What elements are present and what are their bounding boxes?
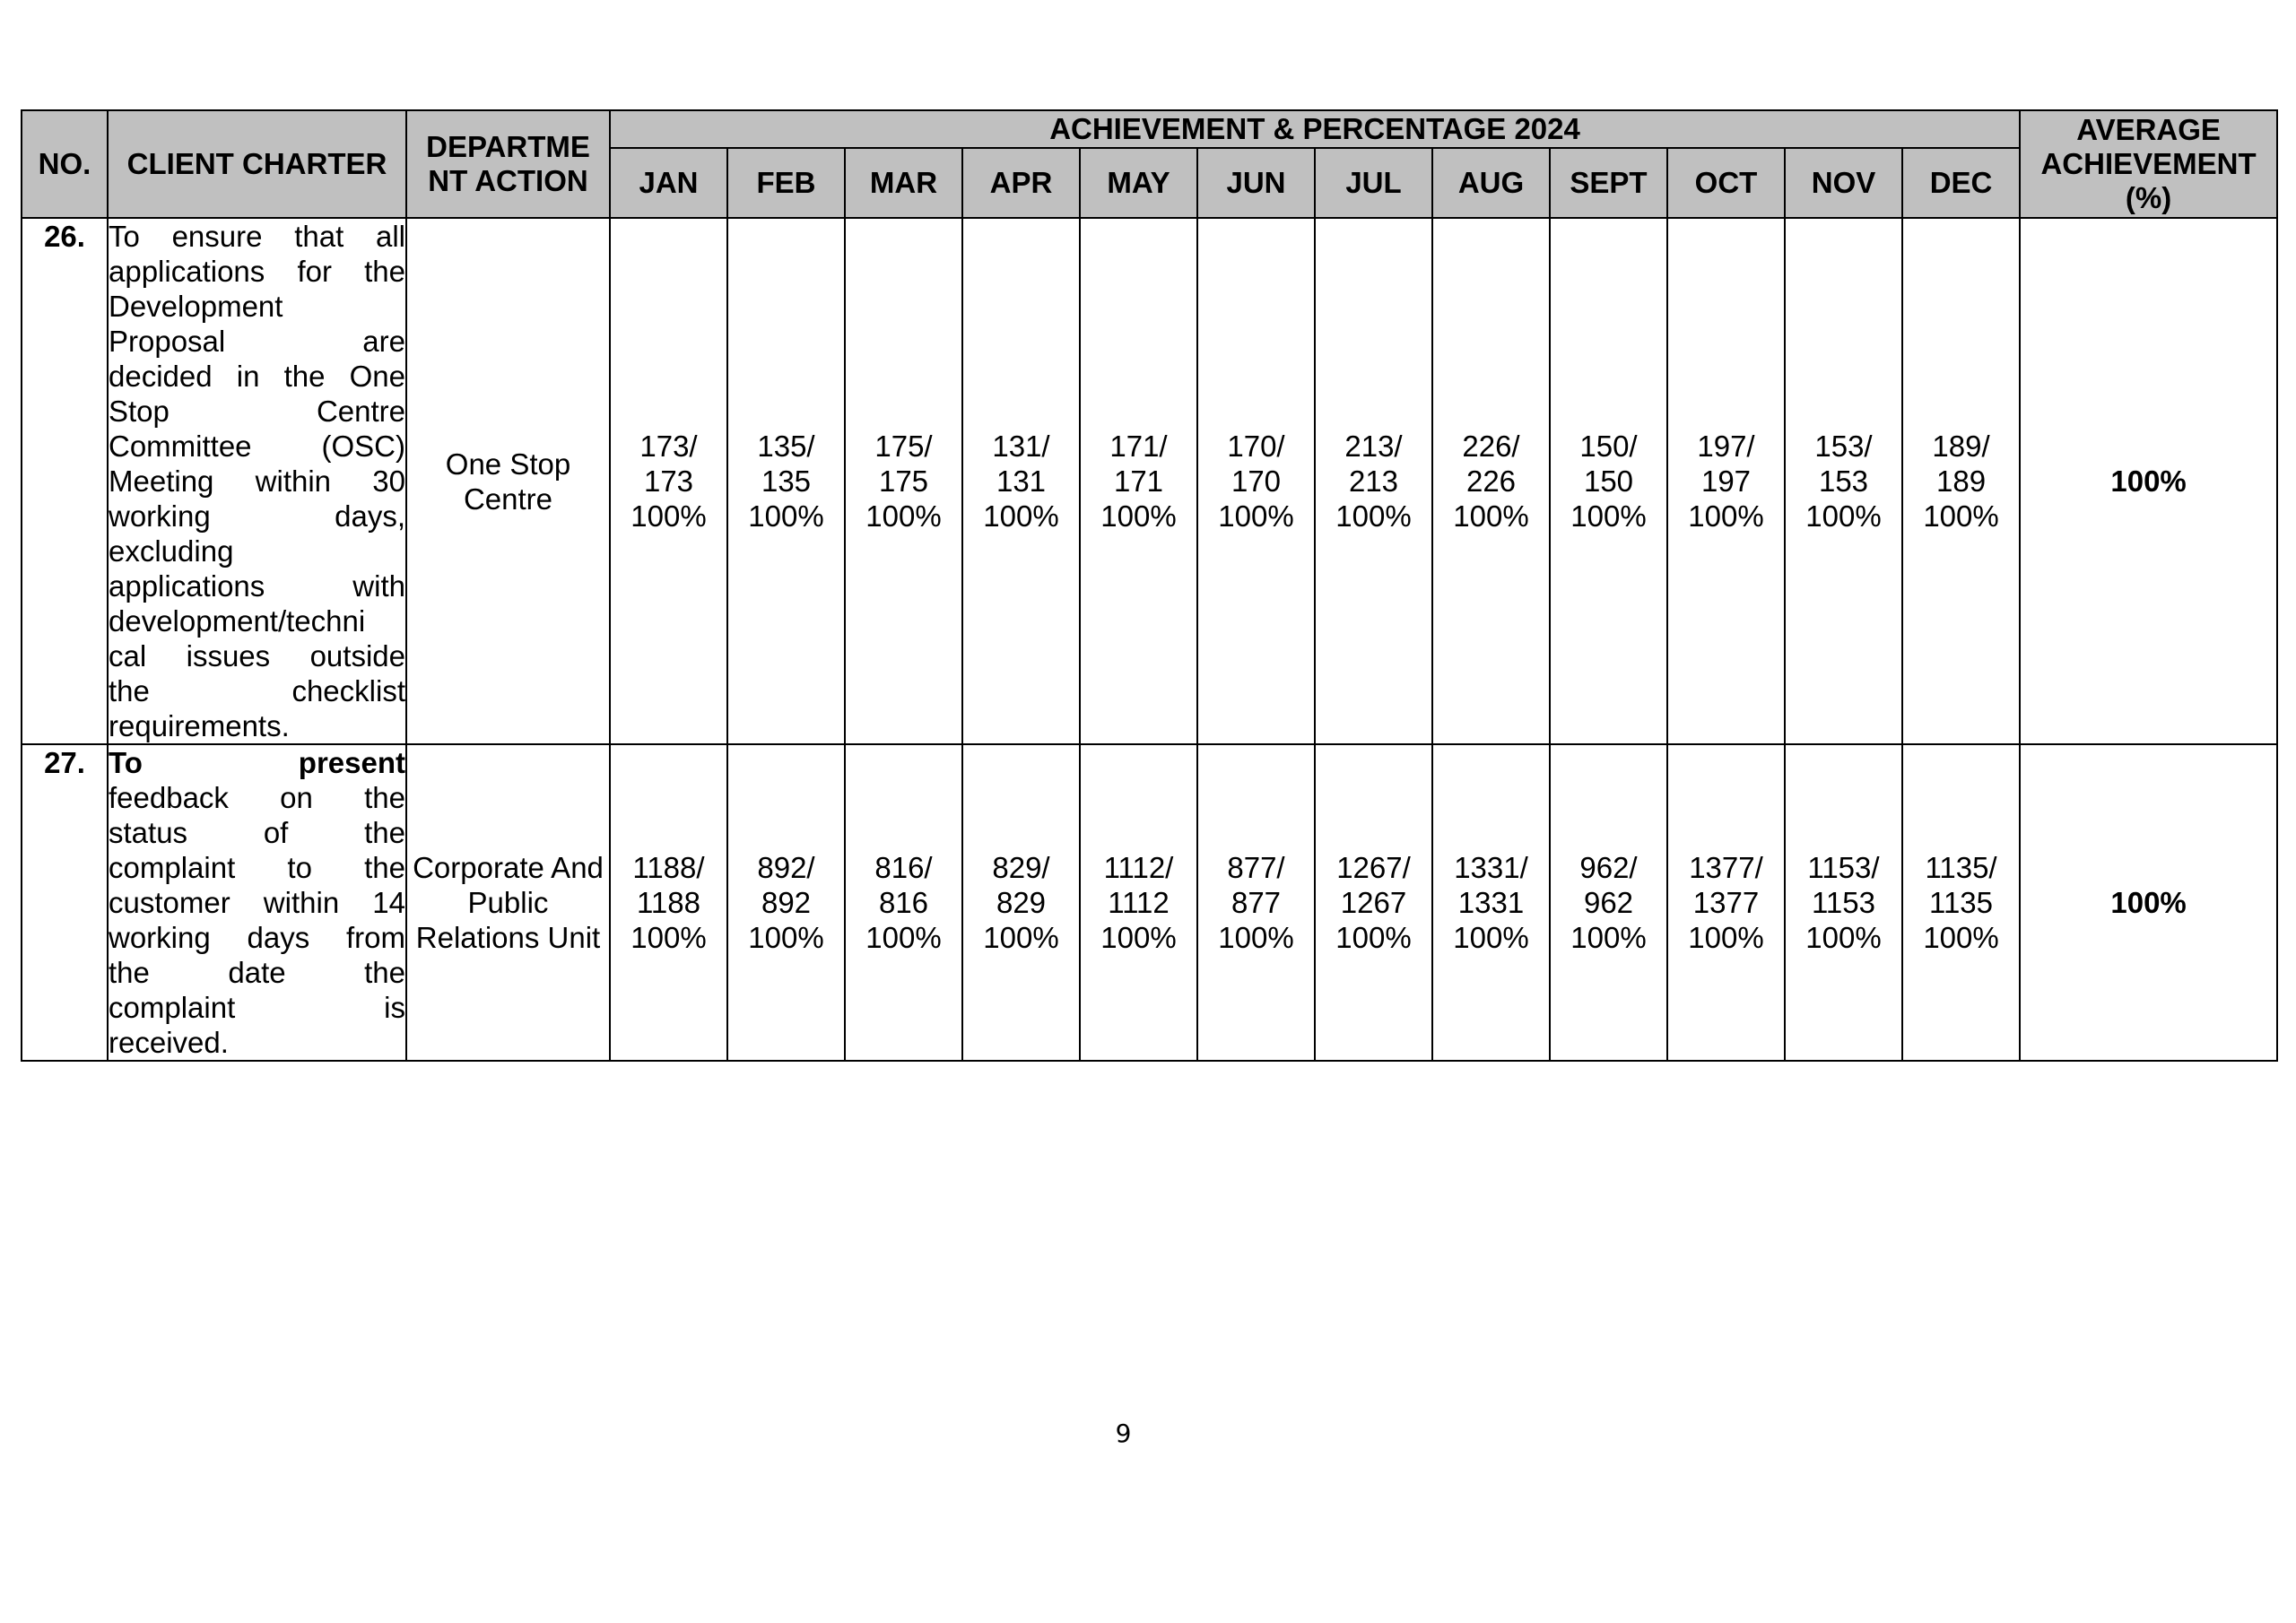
month-pct: 100% xyxy=(1335,499,1412,533)
month-fraction: 1135/ xyxy=(1925,851,1997,884)
month-value-nov xyxy=(1785,744,1902,1061)
client-charter-text xyxy=(108,744,406,1061)
table-row xyxy=(22,218,2277,744)
month-pct: 100% xyxy=(1100,499,1177,533)
month-fraction: 135/ xyxy=(757,430,815,463)
month-value-dec xyxy=(1902,218,2020,744)
month-value-jun xyxy=(1197,218,1315,744)
month-total: 171 xyxy=(1113,464,1164,498)
month-pct: 100% xyxy=(1218,499,1294,533)
month-fraction: 1112/ xyxy=(1103,851,1174,884)
charter-line: excluding xyxy=(109,534,234,568)
month-value-apr xyxy=(962,218,1080,744)
header-department-action: DEPARTME NT ACTION xyxy=(406,110,610,218)
month-total: 135 xyxy=(761,464,812,498)
month-fraction: 153/ xyxy=(1814,430,1873,463)
header-month-aug: AUG xyxy=(1432,148,1550,218)
month-pct: 100% xyxy=(1453,921,1529,954)
header-month-sept: SEPT xyxy=(1550,148,1667,218)
month-fraction: 170/ xyxy=(1227,430,1285,463)
charter-line: working days, xyxy=(109,499,405,533)
month-total: 213 xyxy=(1348,464,1399,498)
month-pct: 100% xyxy=(865,499,942,533)
month-total: 1267 xyxy=(1340,886,1407,919)
month-value-sept xyxy=(1550,218,1667,744)
charter-line: Meeting within 30 xyxy=(109,464,405,498)
month-value-mar xyxy=(845,744,962,1061)
month-fraction: 131/ xyxy=(992,430,1050,463)
header-achievement-group: ACHIEVEMENT & PERCENTAGE 2024 xyxy=(610,110,2020,148)
month-pct: 100% xyxy=(1805,499,1882,533)
month-total: 1331 xyxy=(1457,886,1525,919)
month-pct: 100% xyxy=(748,921,824,954)
charter-line: working days from xyxy=(109,921,405,954)
month-pct: 100% xyxy=(748,499,824,533)
month-value-apr xyxy=(962,744,1080,1061)
row-number: 26. xyxy=(22,218,108,744)
charter-line: the date the xyxy=(109,956,405,989)
month-total: 1135 xyxy=(1929,886,1994,919)
header-month-mar: MAR xyxy=(845,148,962,218)
header-average-achievement: AVERAGE ACHIEVEMENT (%) xyxy=(2020,110,2277,218)
department-action: One Stop Centre xyxy=(406,218,610,744)
month-fraction: 892/ xyxy=(757,851,815,884)
charter-line-bold: To present xyxy=(109,746,405,779)
month-pct: 100% xyxy=(1570,921,1647,954)
month-total: 1112 xyxy=(1108,886,1170,919)
month-fraction: 226/ xyxy=(1462,430,1520,463)
month-fraction: 175/ xyxy=(874,430,933,463)
charter-line: Committee (OSC) xyxy=(109,430,405,463)
month-pct: 100% xyxy=(631,921,707,954)
achievement-table xyxy=(21,109,2278,1062)
charter-line: received. xyxy=(109,1026,229,1059)
month-value-jan xyxy=(610,218,727,744)
client-charter-text xyxy=(108,218,406,744)
month-value-oct xyxy=(1667,744,1785,1061)
month-pct: 100% xyxy=(1570,499,1647,533)
row-number: 27. xyxy=(22,744,108,1061)
month-total: 1153 xyxy=(1812,886,1875,919)
month-value-oct xyxy=(1667,218,1785,744)
month-pct: 100% xyxy=(1453,499,1529,533)
header-no: NO. xyxy=(22,110,108,218)
month-total: 962 xyxy=(1583,886,1634,919)
charter-line: Development xyxy=(109,290,283,323)
charter-line: Stop Centre xyxy=(109,395,405,428)
month-fraction: 1331/ xyxy=(1454,851,1528,884)
month-fraction: 150/ xyxy=(1579,430,1638,463)
month-pct: 100% xyxy=(1335,921,1412,954)
month-fraction: 1377/ xyxy=(1689,851,1763,884)
charter-line: cal issues outside xyxy=(109,639,405,673)
month-value-feb xyxy=(727,744,845,1061)
charter-line: development/techni xyxy=(109,604,366,638)
month-fraction: 171/ xyxy=(1109,430,1168,463)
month-pct: 100% xyxy=(1688,921,1764,954)
month-fraction: 197/ xyxy=(1697,430,1755,463)
month-pct: 100% xyxy=(1923,499,1999,533)
month-value-jan xyxy=(610,744,727,1061)
header-month-jun: JUN xyxy=(1197,148,1315,218)
charter-line: status of the xyxy=(109,816,405,849)
charter-line: the checklist xyxy=(109,674,405,707)
charter-line: To ensure that all xyxy=(109,220,405,253)
charter-line: applications with xyxy=(109,569,405,603)
month-pct: 100% xyxy=(631,499,707,533)
month-fraction: 213/ xyxy=(1344,430,1403,463)
month-total: 877 xyxy=(1231,886,1282,919)
header-month-oct: OCT xyxy=(1667,148,1785,218)
charter-line: applications for the xyxy=(109,255,405,288)
month-pct: 100% xyxy=(865,921,942,954)
header-month-apr: APR xyxy=(962,148,1080,218)
month-total: 892 xyxy=(761,886,812,919)
month-value-may xyxy=(1080,744,1197,1061)
month-total: 173 xyxy=(643,464,694,498)
month-fraction: 829/ xyxy=(992,851,1050,884)
header-month-jul: JUL xyxy=(1315,148,1432,218)
charter-line: customer within 14 xyxy=(109,886,405,919)
month-value-may xyxy=(1080,218,1197,744)
month-value-jul xyxy=(1315,218,1432,744)
month-fraction: 1267/ xyxy=(1336,851,1411,884)
month-total: 131 xyxy=(996,464,1047,498)
month-total: 189 xyxy=(1936,464,1987,498)
month-value-mar xyxy=(845,218,962,744)
department-action: Corporate And Public Relations Unit xyxy=(406,744,610,1061)
month-value-feb xyxy=(727,218,845,744)
month-fraction: 1153/ xyxy=(1807,851,1880,884)
month-total: 816 xyxy=(878,886,929,919)
month-value-dec xyxy=(1902,744,2020,1061)
month-pct: 100% xyxy=(1100,921,1177,954)
charter-line: feedback on the xyxy=(109,781,405,814)
month-fraction: 173/ xyxy=(639,430,698,463)
month-value-aug xyxy=(1432,218,1550,744)
month-total: 1377 xyxy=(1692,886,1760,919)
month-fraction: 816/ xyxy=(874,851,933,884)
month-total: 153 xyxy=(1818,464,1869,498)
page-number: 9 xyxy=(1115,1419,1132,1448)
month-value-sept xyxy=(1550,744,1667,1061)
average-achievement-value: 100% xyxy=(2020,744,2277,1061)
charter-line: complaint to the xyxy=(109,851,405,884)
charter-line: Proposal are xyxy=(109,325,405,358)
month-total: 170 xyxy=(1231,464,1282,498)
header-month-nov: NOV xyxy=(1785,148,1902,218)
month-fraction: 962/ xyxy=(1579,851,1638,884)
month-value-nov xyxy=(1785,218,1902,744)
month-total: 197 xyxy=(1700,464,1752,498)
header-month-jan: JAN xyxy=(610,148,727,218)
month-total: 150 xyxy=(1583,464,1634,498)
month-fraction: 189/ xyxy=(1932,430,1990,463)
header-month-feb: FEB xyxy=(727,148,845,218)
month-pct: 100% xyxy=(983,499,1059,533)
month-value-aug xyxy=(1432,744,1550,1061)
average-achievement-value: 100% xyxy=(2020,218,2277,744)
table-row xyxy=(22,744,2277,1061)
charter-line: decided in the One xyxy=(109,360,405,393)
month-pct: 100% xyxy=(1805,921,1882,954)
header-client-charter: CLIENT CHARTER xyxy=(108,110,406,218)
month-pct: 100% xyxy=(983,921,1059,954)
month-fraction: 877/ xyxy=(1227,851,1285,884)
month-pct: 100% xyxy=(1688,499,1764,533)
month-total: 1188 xyxy=(637,886,700,919)
month-pct: 100% xyxy=(1218,921,1294,954)
charter-line: requirements. xyxy=(109,709,290,742)
header-month-may: MAY xyxy=(1080,148,1197,218)
month-total: 829 xyxy=(996,886,1047,919)
month-fraction: 1188/ xyxy=(632,851,705,884)
month-pct: 100% xyxy=(1923,921,1999,954)
charter-line: complaint is xyxy=(109,991,405,1024)
month-total: 175 xyxy=(878,464,929,498)
header-month-dec: DEC xyxy=(1902,148,2020,218)
month-total: 226 xyxy=(1465,464,1517,498)
month-value-jun xyxy=(1197,744,1315,1061)
month-value-jul xyxy=(1315,744,1432,1061)
